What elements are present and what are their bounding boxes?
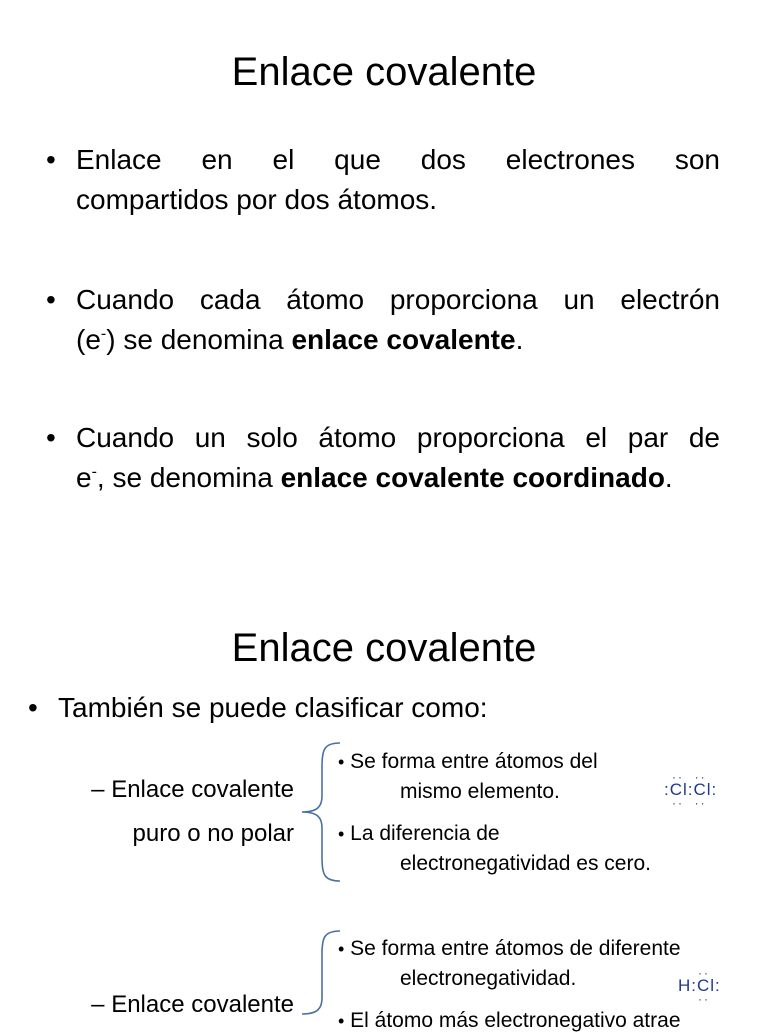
lone-pair-dots-bottom: ·· [698, 992, 710, 1006]
superscript-minus: - [100, 325, 107, 343]
text-segment: e [76, 462, 92, 493]
slide2-intro-bullet [28, 688, 728, 728]
bullet-dot: • [46, 284, 56, 315]
bullet-dot: • [338, 1011, 345, 1031]
superscript-minus: - [91, 463, 97, 481]
detail-line-1: Se forma entre átomos del [350, 750, 598, 773]
group-2-detail-2 [338, 1006, 758, 1036]
lone-pair-dots-bottom: ·· ·· [672, 796, 707, 810]
formula-text: :Cl:Cl: [664, 780, 718, 799]
group-1-label [50, 774, 294, 850]
detail-line-2: electronegatividad. [400, 967, 577, 990]
slide1-bullet-2 [46, 280, 720, 360]
group-2-label-line-1: – Enlace covalente [91, 991, 294, 1018]
group-1-label-line-1: – Enlace covalente [91, 776, 294, 803]
lone-pair-dots-top: ·· [698, 966, 710, 980]
detail-line-1: El átomo más electronegativo atrae [350, 1009, 681, 1032]
detail-line-1: Se forma entre átomos de diferente [350, 937, 681, 960]
text-segment: , se denomina [96, 462, 281, 493]
cl2-lewis-structure [664, 770, 718, 810]
bullet-1-line-2: compartidos por dos átomos. [76, 184, 438, 215]
detail-line-1: La diferencia de [350, 822, 500, 845]
slide1-title: Enlace covalente [231, 50, 537, 94]
bold-term: enlace covalente [291, 324, 516, 355]
bold-term: enlace covalente coordinado [280, 462, 665, 493]
text-segment: . [515, 324, 524, 355]
bullet-1-line-1: Enlace en el que dos electrones son [76, 144, 720, 175]
bullet-2-line-1: Cuando cada átomo proporciona un electrón [76, 284, 720, 315]
formula-text: H:Cl: [678, 976, 721, 995]
intro-text: También se puede clasificar como: [58, 692, 488, 723]
detail-line-2: electronegatividad es cero. [400, 852, 651, 875]
group-1-label-line-2: puro o no polar [132, 820, 294, 847]
text-segment: . [664, 462, 673, 493]
slide2-title: Enlace covalente [231, 626, 537, 670]
slide1-bullet-1 [46, 140, 720, 220]
group-1-detail-2 [338, 819, 758, 879]
bullet-dot: • [338, 939, 345, 959]
bullet-dot: • [46, 144, 56, 175]
text-segment: (e [76, 324, 101, 355]
bullet-3-line-1: Cuando un solo átomo proporciona el par de [76, 422, 720, 453]
bullet-dot: • [46, 422, 56, 453]
slide1-bullet-3 [46, 418, 720, 498]
bullet-dot: • [338, 752, 345, 772]
lone-pair-dots-top: ·· ·· [672, 770, 707, 784]
bullet-dot: • [338, 824, 345, 844]
bullet-dot: • [28, 692, 38, 723]
detail-line-2: mismo elemento. [400, 780, 560, 803]
bullet-3-line-2 [76, 458, 720, 498]
bullet-2-line-2 [76, 320, 720, 360]
group-2-label [50, 989, 294, 1021]
text-segment: ) se denomina [106, 324, 292, 355]
hcl-lewis-structure [678, 966, 721, 1006]
